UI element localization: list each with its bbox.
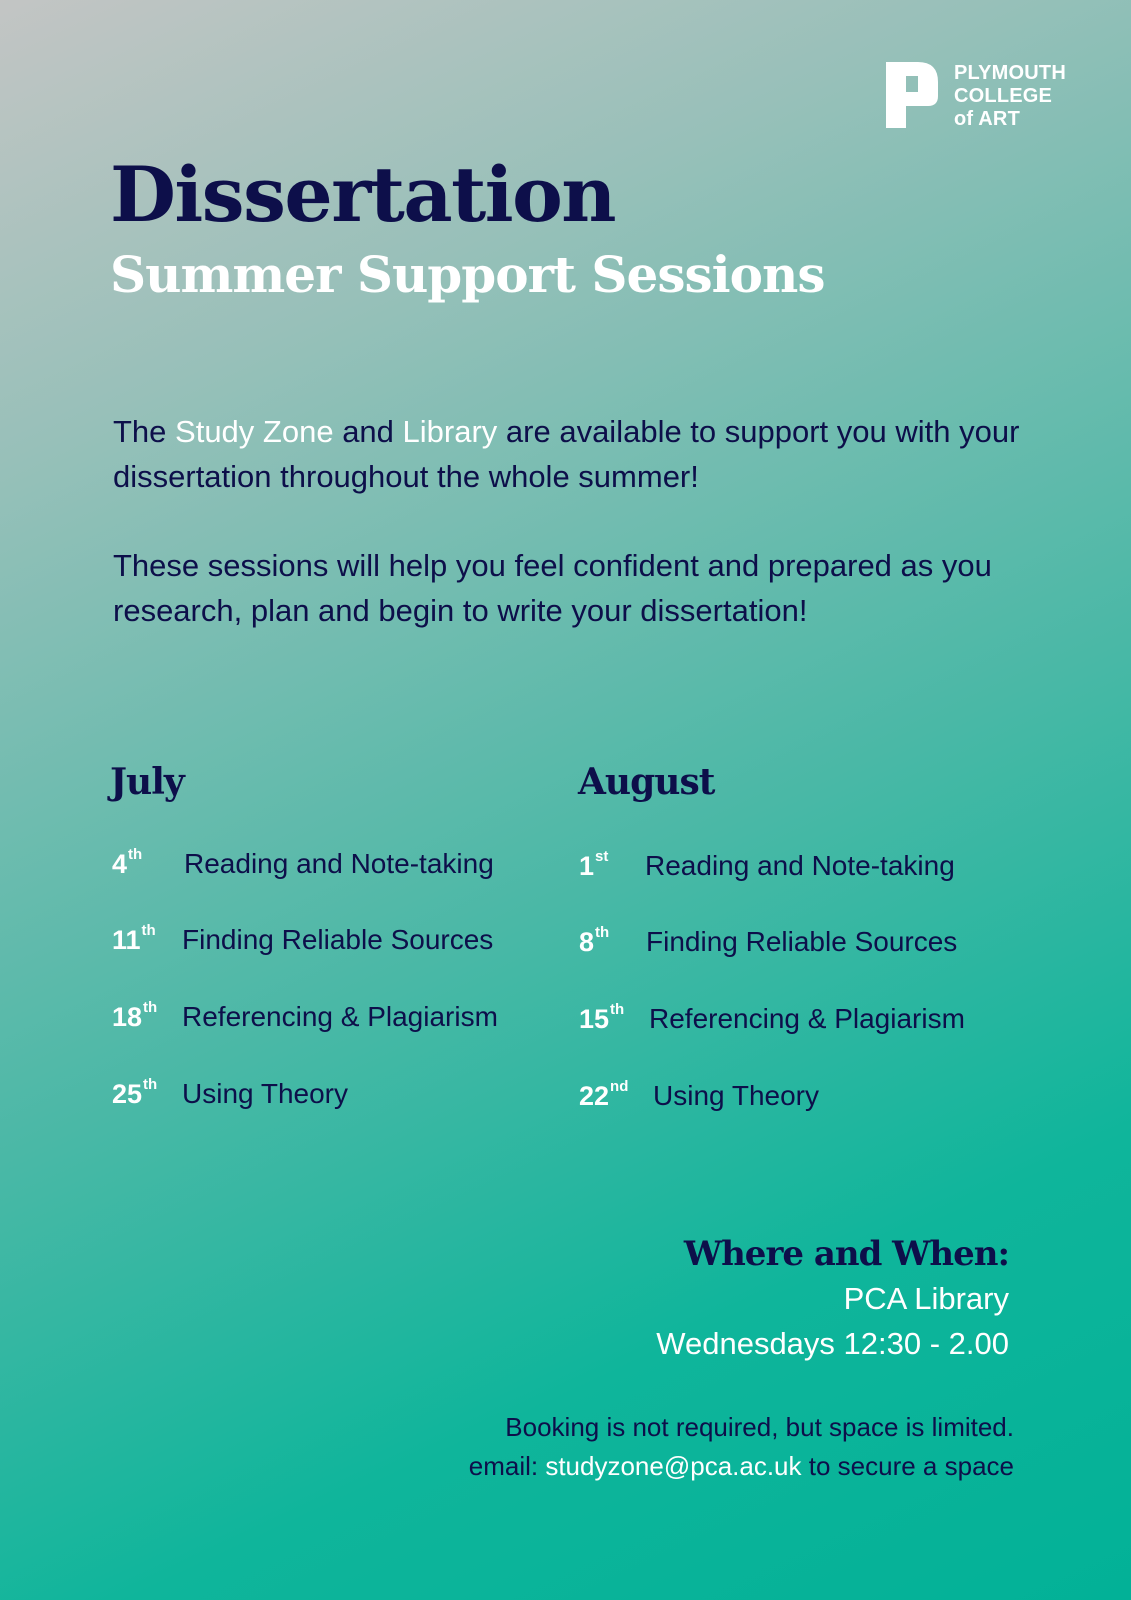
session-topic: Using Theory: [653, 1080, 820, 1111]
booking-note: Booking is not required, but space is limited.: [505, 1412, 1014, 1442]
session-date: 15th: [579, 1001, 625, 1034]
study-zone-highlight: Study Zone: [175, 414, 334, 449]
session-topic: Using Theory: [182, 1078, 349, 1109]
session-date: 11th: [112, 922, 156, 955]
session-date: 8th: [579, 924, 610, 957]
college-logo-mark-icon: [886, 62, 938, 128]
session-topic: Referencing & Plagiarism: [182, 1001, 498, 1032]
session-date: 25th: [112, 1076, 158, 1109]
month-heading-august: August: [578, 761, 715, 803]
college-logo: [886, 62, 1066, 132]
session-topic: Finding Reliable Sources: [646, 926, 958, 957]
logo-line-1: PLYMOUTH: [954, 62, 1066, 84]
session-topic: Reading and Note-taking: [184, 848, 494, 879]
intro-text: The: [113, 414, 176, 449]
page-subtitle: Summer Support Sessions: [110, 245, 825, 304]
library-highlight: Library: [402, 414, 498, 449]
college-logo-text: [954, 62, 1066, 131]
month-heading-july: July: [110, 761, 184, 803]
logo-line-2: COLLEGE: [954, 85, 1053, 107]
session-topic: Reading and Note-taking: [645, 850, 955, 881]
session-topic: Finding Reliable Sources: [182, 924, 494, 955]
intro-text: are available to support you with your dissertation throughout the whole summer!: [113, 414, 1020, 494]
email-address: studyzone@pca.ac.uk: [545, 1451, 802, 1481]
where-when-heading: Where and When:: [683, 1234, 1009, 1274]
logo-line-3: of ART: [954, 108, 1020, 130]
page-title: Dissertation: [110, 150, 616, 239]
booking-email-line: email: studyzone@pca.ac.uk to secure a space: [468, 1451, 1014, 1481]
time-text: Wednesdays 12:30 - 2.00: [656, 1326, 1009, 1361]
session-date: 1st: [579, 848, 609, 881]
location-text: PCA Library: [843, 1281, 1009, 1316]
session-date: 4th: [112, 846, 143, 879]
where-and-when: [656, 1232, 1009, 1366]
intro-paragraph-2: These sessions will help you feel confident and prepared as you research, plan and begin to write your dissertation!: [113, 548, 992, 628]
booking-info: [469, 1408, 1014, 1486]
session-date: 22nd: [579, 1078, 629, 1111]
session-topic: Referencing & Plagiarism: [649, 1003, 965, 1034]
session-date: 18th: [112, 999, 158, 1032]
intro-paragraph-1: [113, 409, 1033, 499]
intro-text: and: [333, 414, 403, 449]
